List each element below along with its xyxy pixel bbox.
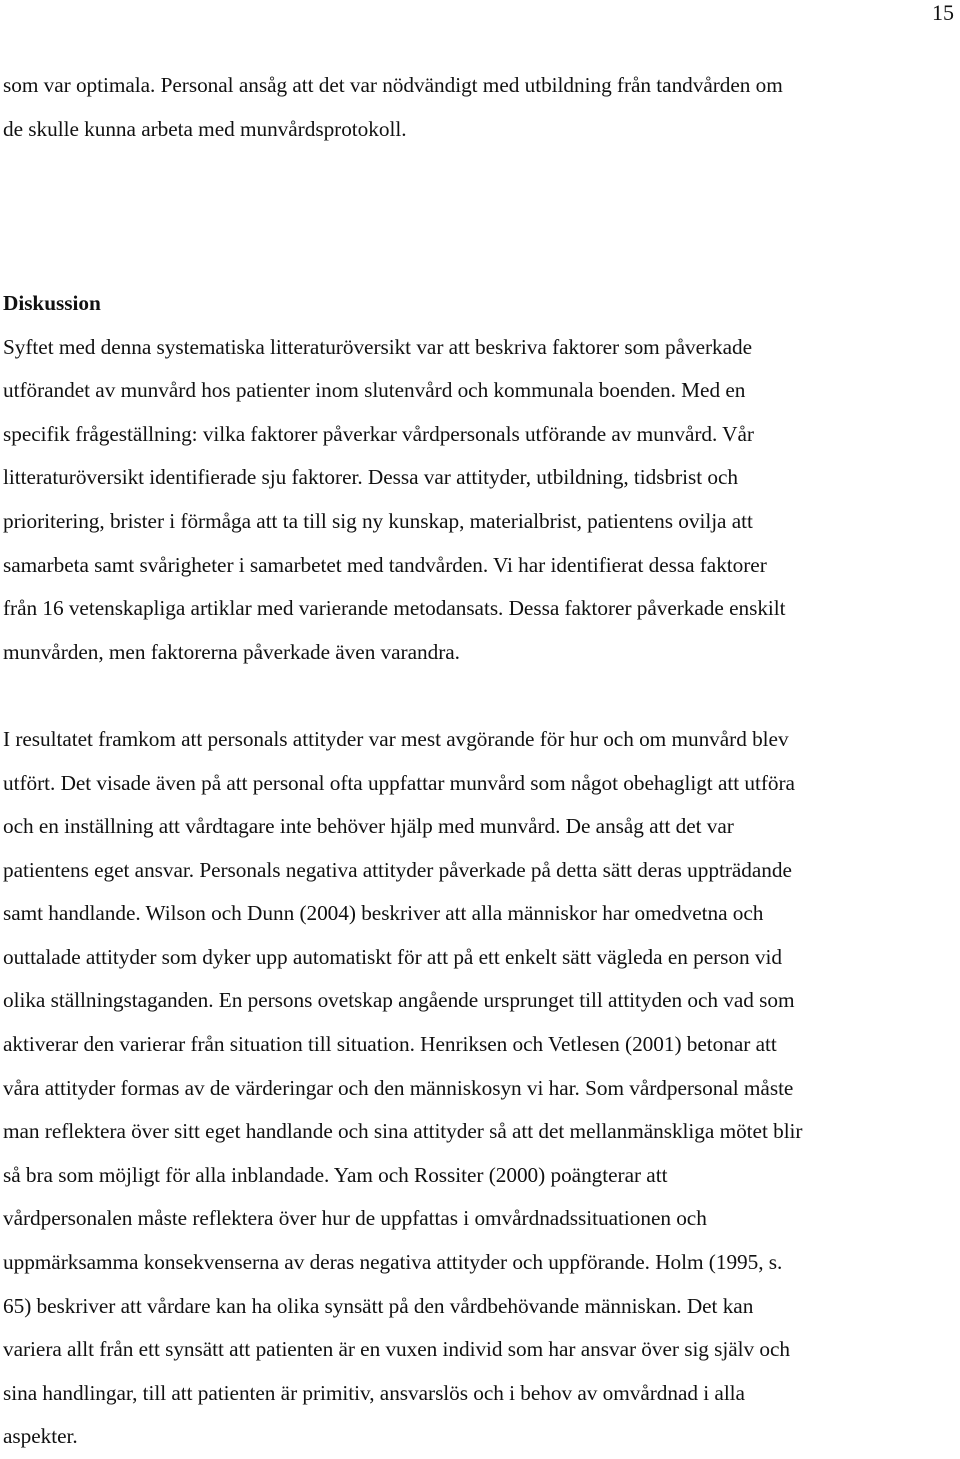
page-number: 15: [932, 0, 954, 25]
text-line: litteraturöversikt identifierade sju faktorer. Dessa var attityder, utbildning, tidsbrist och: [3, 465, 738, 490]
text-line: aktiverar den varierar från situation till situation. Henriksen och Vetlesen (2001) betonar att: [3, 1032, 777, 1057]
text-line: och en inställning att vårdtagare inte behöver hjälp med munvård. De ansåg att det var: [3, 814, 734, 839]
text-line: de skulle kunna arbeta med munvårdsprotokoll.: [3, 116, 407, 141]
text-line: som var optimala. Personal ansåg att det var nödvändigt med utbildning från tandvården om: [3, 73, 783, 97]
text-line: olika ställningstaganden. En persons ovetskap angående ursprunget till attityden och vad som: [3, 988, 795, 1013]
text-line: prioritering, brister i förmåga att ta till sig ny kunskap, materialbrist, patientens ovilja att: [3, 508, 753, 533]
discussion-paragraph-1: [3, 326, 958, 675]
text-line: vårdpersonalen måste reflektera över hur de uppfattas i omvårdnadssituationen och: [3, 1206, 707, 1231]
intro-paragraph: [3, 64, 958, 151]
text-line: från 16 vetenskapliga artiklar med varierande metodansats. Dessa faktorer påverkade enskilt: [3, 596, 786, 621]
paragraph-spacer: [3, 151, 958, 282]
text-line: uppmärksamma konsekvenserna av deras negativa attityder och uppförande. Holm (1995, s.: [3, 1250, 783, 1275]
text-line: specifik frågeställning: vilka faktorer påverkar vårdpersonals utförande av munvård. Vår: [3, 421, 754, 446]
text-line: utförandet av munvård hos patienter inom slutenvård och kommunala boenden. Med en: [3, 378, 746, 403]
document-body: [3, 64, 958, 1459]
text-line: I resultatet framkom att personals attityder var mest avgörande för hur och om munvård blev: [3, 726, 789, 751]
text-line: 65) beskriver att vårdare kan ha olika synsätt på den vårdbehövande människan. Det kan: [3, 1293, 754, 1318]
discussion-paragraph-2: [3, 718, 958, 1459]
text-line: munvården, men faktorerna påverkade även varandra.: [3, 639, 460, 664]
text-line: samt handlande. Wilson och Dunn (2004) beskriver att alla människor har omedvetna och: [3, 901, 764, 926]
text-line: utfört. Det visade även på att personal ofta uppfattar munvård som något obehagligt att utföra: [3, 770, 795, 795]
text-line: sina handlingar, till att patienten är primitiv, ansvarslös och i behov av omvårdnad i alla: [3, 1380, 745, 1405]
text-line: outtalade attityder som dyker upp automatiskt för att på ett enkelt sätt vägleda en person vid: [3, 944, 782, 969]
text-line: man reflektera över sitt eget handlande och sina attityder så att det mellanmänskliga mötet blir: [3, 1119, 803, 1144]
text-line: aspekter.: [3, 1424, 78, 1449]
text-line: samarbeta samt svårigheter i samarbetet med tandvården. Vi har identifierat dessa faktorer: [3, 552, 767, 577]
text-line: patientens eget ansvar. Personals negativa attityder påverkade på detta sätt deras uppträdande: [3, 857, 792, 882]
text-line: Syftet med denna systematiska litteraturöversikt var att beskriva faktorer som påverkade: [3, 334, 753, 359]
text-line: variera allt från ett synsätt att patienten är en vuxen individ som har ansvar över sig själv och: [3, 1337, 791, 1362]
paragraph-spacer: [3, 674, 958, 718]
text-line: våra attityder formas av de värderingar och den människosyn vi har. Som vårdpersonal måste: [3, 1075, 794, 1100]
section-heading: Diskussion: [3, 290, 101, 315]
text-line: så bra som möjligt för alla inblandade. Yam och Rossiter (2000) poängterar att: [3, 1162, 668, 1187]
